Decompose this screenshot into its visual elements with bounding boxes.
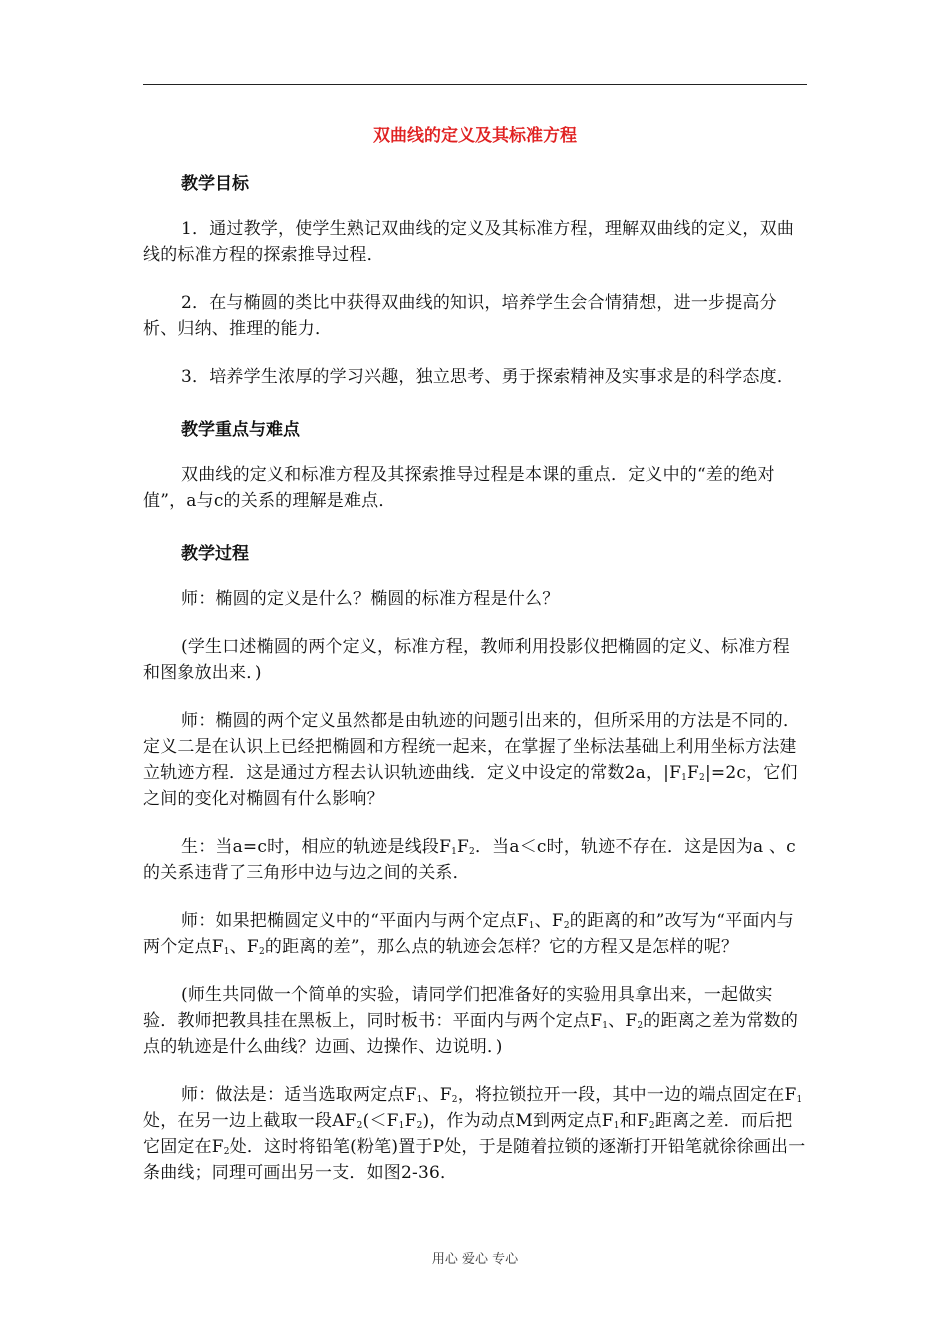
text-segment: 处．这时将铅笔(粉笔)置于P处，于是随着拉锁的逐渐打开铅笔就徐徐画出一条曲线；同理可画出另一支．如图2-36． xyxy=(143,1137,806,1183)
subscript: 2 xyxy=(258,947,265,957)
section-heading-key-points: 教学重点与难点 xyxy=(181,420,300,440)
paragraph-process-7 xyxy=(143,1082,807,1186)
text-segment: 处，在另一边上截取一段AF xyxy=(143,1111,357,1131)
subscript: 1 xyxy=(796,1095,803,1105)
text-segment: F xyxy=(404,1111,417,1131)
subscript: 2 xyxy=(356,1121,363,1131)
subscript: 2 xyxy=(416,1121,423,1131)
text-segment: 、F xyxy=(229,937,259,957)
text-segment: 师：如果把椭圆定义中的“平面内与两个定点F xyxy=(181,911,529,931)
subscript: 2 xyxy=(699,773,705,783)
text-segment: 的距离的差”，那么点的轨迹会怎样？它的方程又是怎样的呢？ xyxy=(264,937,739,957)
text-segment: ，将拉锁拉开一段，其中一边的端点固定在F xyxy=(457,1085,797,1105)
subscript: 1 xyxy=(528,921,535,931)
paragraph-process-3 xyxy=(143,708,807,812)
header-rule xyxy=(143,84,807,85)
text-segment: F xyxy=(687,763,700,783)
text-segment: 和F xyxy=(619,1111,649,1131)
paragraph-goal-1: 1．通过教学，使学生熟记双曲线的定义及其标准方程，理解双曲线的定义，双曲线的标准方程的探索推导过程． xyxy=(143,219,795,265)
document-body xyxy=(143,118,807,1208)
document-title: 双曲线的定义及其标准方程 xyxy=(373,126,577,146)
paragraph-process-4 xyxy=(143,834,807,886)
text-segment: 、F xyxy=(534,911,564,931)
subscript: 1 xyxy=(223,947,230,957)
text-segment: )，作为动点M到两定点F xyxy=(422,1111,614,1131)
text-segment: 、F xyxy=(422,1085,452,1105)
subscript: 2 xyxy=(469,847,475,857)
subscript: 2 xyxy=(451,1095,458,1105)
subscript: 1 xyxy=(602,1021,609,1031)
text-segment: 师：椭圆的两个定义虽然都是由轨迹的问题引出来的，但所采用的方法是不同的．定义二是在认识上已经把椭圆和方程统一起来，在掌握了坐标法基础上利用坐标方法建立轨迹方程．这是通过方程去认识轨迹曲线．定义中设定的常数2a，|F xyxy=(143,711,801,783)
text-segment: 生：当a=c时，相应的轨迹是线段F xyxy=(181,837,452,857)
subscript: 1 xyxy=(398,1121,405,1131)
text-segment: (师生共同做一个简单的实验，请同学们把准备好的实验用具拿出来，一起做实验．教师把教具挂在黑板上，同时板书：平面内与两个定点F xyxy=(143,985,773,1031)
text-segment: |=2c，它们之间的变化对椭圆有什么影响？ xyxy=(143,763,798,809)
text-segment: 、F xyxy=(608,1011,638,1031)
subscript: 1 xyxy=(451,847,458,857)
text-segment: 的距离之差为常数的点的轨迹是什么曲线？边画、边操作、边说明．) xyxy=(143,1011,799,1057)
subscript: 2 xyxy=(637,1021,644,1031)
paragraph-process-5 xyxy=(143,908,807,960)
page-footer: 用心 爱心 专心 xyxy=(431,1252,519,1267)
section-heading-process: 教学过程 xyxy=(181,544,249,564)
text-segment: 的距离的和”改写为“平面内与两个定点F xyxy=(143,911,794,957)
text-segment: (＜F xyxy=(362,1111,399,1131)
paragraph-process-6 xyxy=(143,982,807,1060)
subscript: 2 xyxy=(563,921,570,931)
text-segment: 师：做法是：适当选取两定点F xyxy=(181,1085,417,1105)
paragraph-key-points: 双曲线的定义和标准方程及其探索推导过程是本课的重点．定义中的“差的绝对值”，a与c的关系的理解是难点． xyxy=(143,465,775,511)
paragraph-process-2: (学生口述椭圆的两个定义，标准方程，教师利用投影仪把椭圆的定义、标准方程和图象放出来．) xyxy=(143,637,790,683)
section-heading-goals: 教学目标 xyxy=(181,174,249,194)
subscript: 2 xyxy=(648,1121,655,1131)
paragraph-process-1: 师：椭圆的定义是什么？椭圆的标准方程是什么？ xyxy=(181,589,560,609)
subscript: 2 xyxy=(223,1147,230,1157)
text-segment: F xyxy=(457,837,470,857)
text-segment: 距离之差．而后把它固定在F xyxy=(143,1111,793,1157)
subscript: 1 xyxy=(681,773,688,783)
subscript: 1 xyxy=(613,1121,620,1131)
paragraph-goal-2: 2．在与椭圆的类比中获得双曲线的知识，培养学生会合情猜想，进一步提高分析、归纳、推理的能力． xyxy=(143,293,777,339)
subscript: 1 xyxy=(416,1095,423,1105)
text-segment: ．当a＜c时，轨迹不存在．这是因为a 、c的关系违背了三角形中边与边之间的关系． xyxy=(143,837,796,883)
paragraph-goal-3: 3．培养学生浓厚的学习兴趣，独立思考、勇于探索精神及实事求是的科学态度． xyxy=(181,367,795,387)
